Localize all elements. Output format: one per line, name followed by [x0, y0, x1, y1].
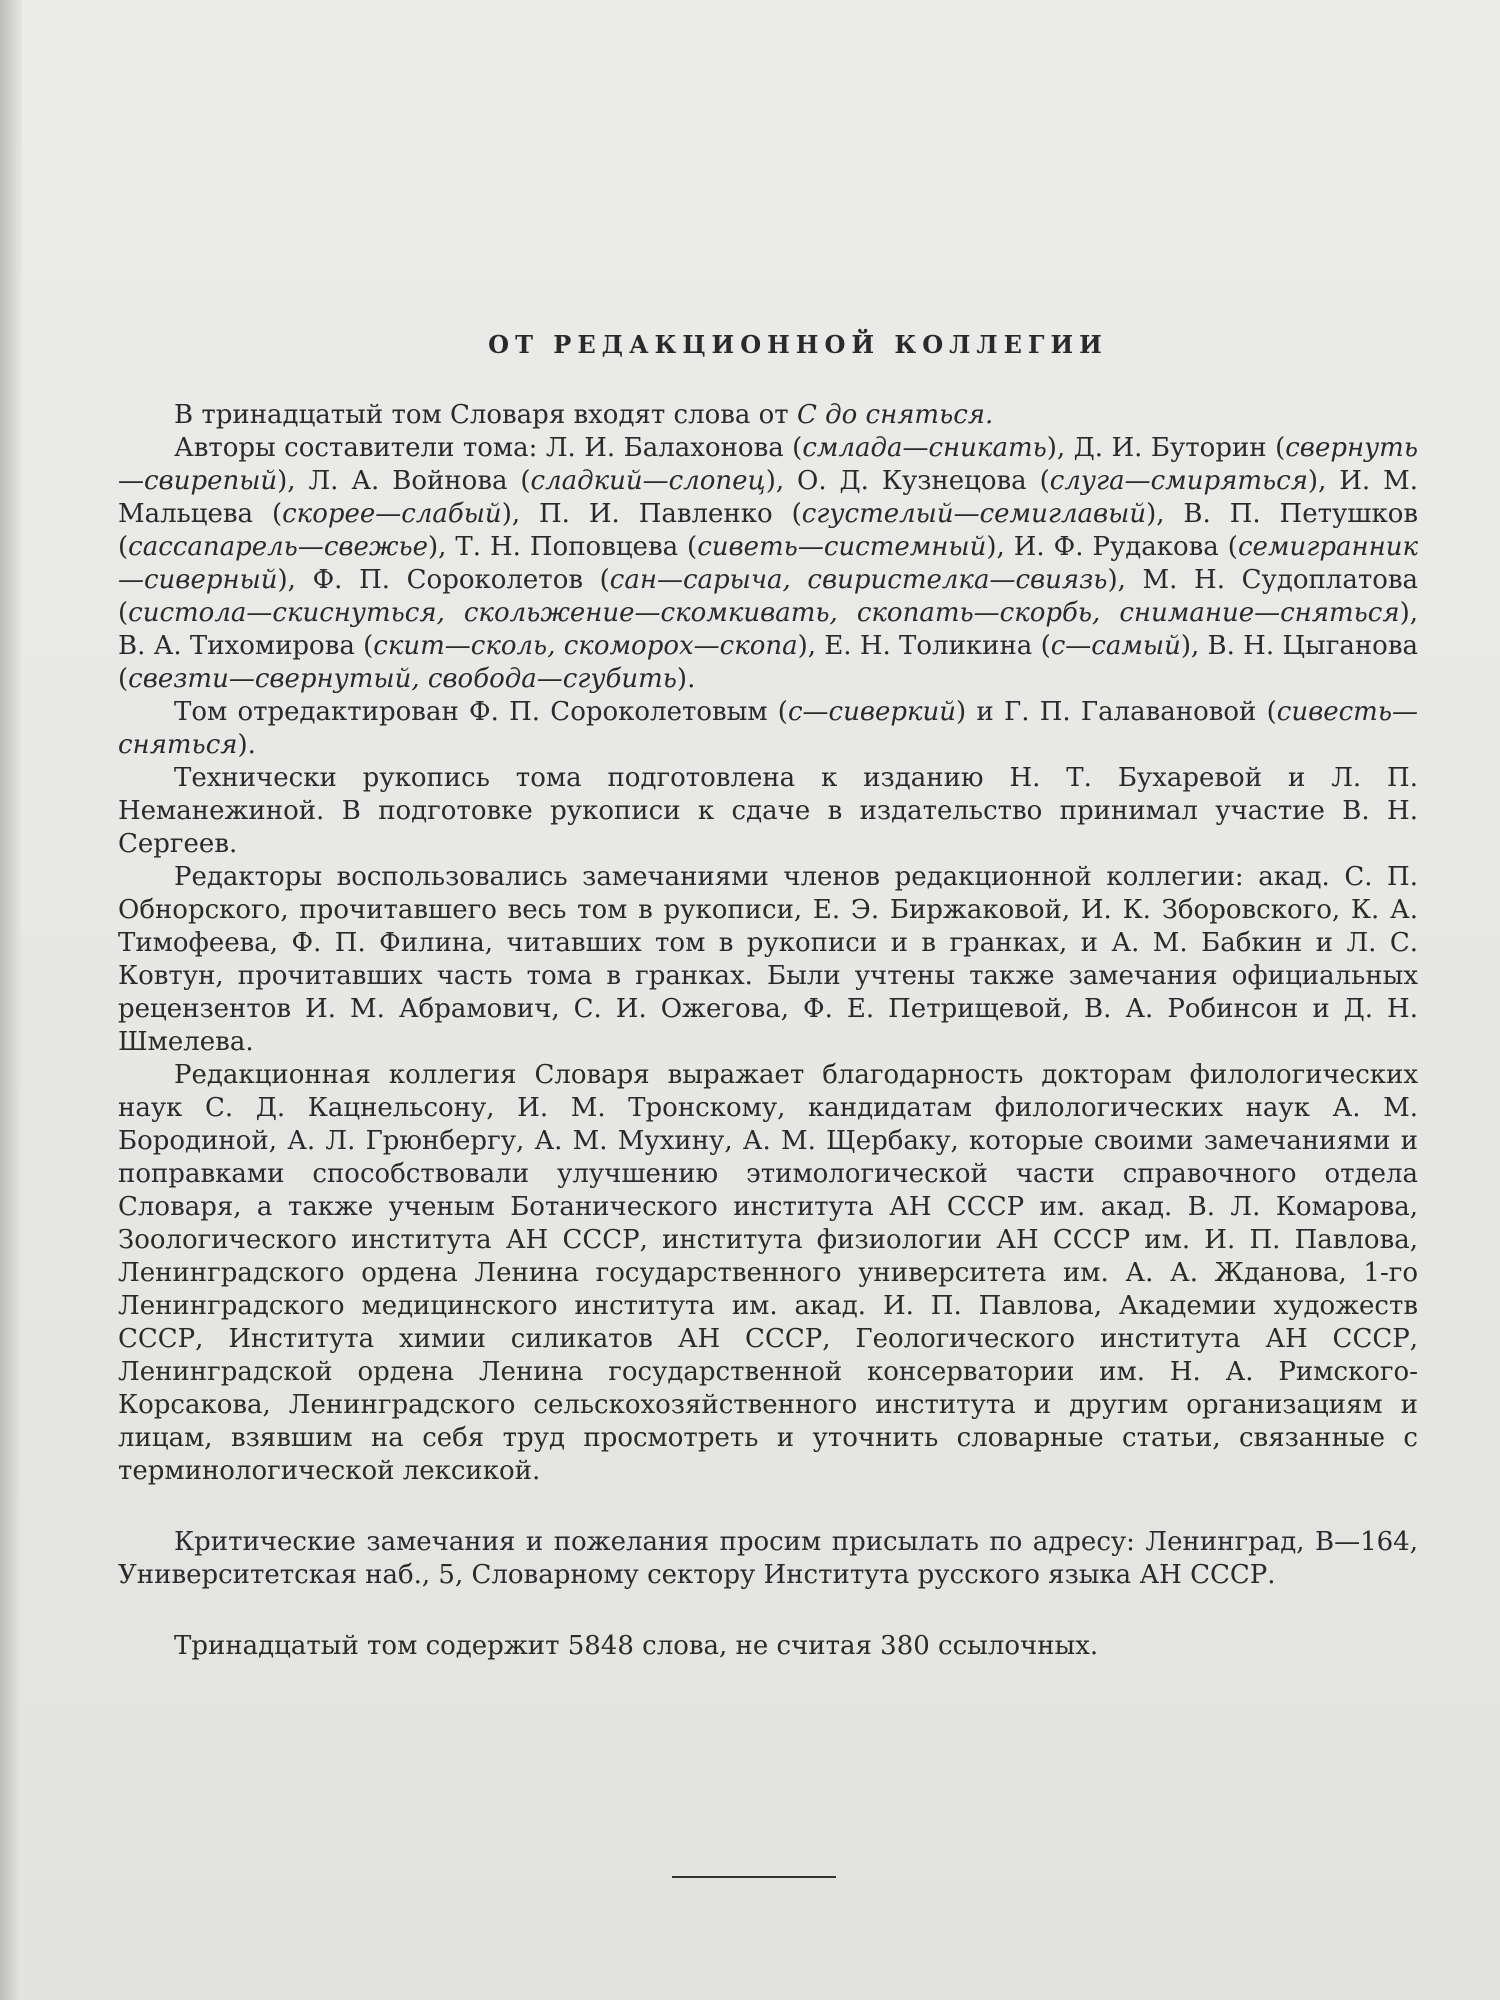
text-span: ), И. Ф. Рудакова (	[986, 532, 1238, 562]
paragraph-editors	[118, 696, 1418, 762]
italic-span: скит—сколь, скоморох—скопа	[373, 631, 798, 661]
italic-span: сан—сарыча, свиристелка—свиязь	[609, 565, 1108, 595]
italic-span: систола—скиснуться, скольжение—скомкивать, скопать—скорбь, снимание—сняться	[128, 598, 1400, 628]
text-span: ), В. П. Петушков (	[118, 499, 1419, 562]
text-span: ).	[237, 730, 256, 760]
paragraph-technical-prep: Технически рукопись тома подготовлена к изданию Н. Т. Бухаревой и Л. П. Неманежиной. В подготовке рукописи к сдаче в издательство принимал участие В. Н. Сергеев.	[118, 763, 1418, 859]
text-span: В тринадцатый том Словаря входят слова от	[174, 400, 797, 430]
text-span: ), Д. И. Буторин (	[1046, 433, 1286, 463]
italic-span: сгустелый—семиглавый	[801, 499, 1147, 529]
text-span: ), Ф. П. Сороколетов (	[277, 565, 610, 595]
italic-span: смлада—сникать	[802, 433, 1047, 463]
italic-span: С до сняться.	[796, 400, 994, 430]
preface-body	[118, 330, 1418, 1663]
text-span: Авторы составители тома: Л. И. Балахонова (	[174, 433, 803, 463]
text-span: ), М. Н. Судоплатова (	[118, 565, 1418, 628]
spacer	[118, 1488, 1418, 1526]
italic-span: с—самый	[1050, 631, 1181, 661]
text-span: ).	[676, 664, 696, 694]
paragraph-reviewers: Редакторы воспользовались замечаниями членов редакционной коллегии: акад. С. П. Обнорского, прочитавшего весь том в рукописи, Е. Э. Биржаковой, И. К. Зборовского, К. А. Тимофеева, Ф. П. Филина, читавших том в рукописи и в гранках, и А. М. Бабкин и Л. С. Ковтун, прочитавших часть тома в гранках. Были учтены также замечания официальных рецензентов И. М. Абрамович, С. И. Ожегова, Ф. Е. Петрищевой, В. А. Робинсон и Д. Н. Шмелева.	[118, 862, 1418, 1057]
text-span: ), Т. Н. Поповцева (	[428, 532, 698, 562]
text-span: ), В. А. Тихомирова (	[118, 598, 1418, 661]
italic-span: скорее—слабый	[282, 499, 502, 529]
text-span: ), Л. А. Войнова (	[277, 466, 531, 496]
italic-span: сладкий—слопец	[530, 466, 766, 496]
book-spine-shadow	[0, 0, 22, 2000]
italic-span: семигранник—сиверный	[118, 532, 1418, 595]
text-span: ), В. Н. Цыганова (	[118, 631, 1418, 694]
closing-rule	[672, 1876, 836, 1878]
italic-span: свезти—свернутый, свобода—сгубить	[128, 664, 677, 694]
italic-span: слуга—смиряться	[1049, 466, 1308, 496]
page-title: ОТ РЕДАКЦИОННОЙ КОЛЛЕГИИ	[488, 330, 1108, 359]
text-span: ), О. Д. Кузнецова (	[765, 466, 1050, 496]
text-span: ), П. И. Павленко (	[501, 499, 802, 529]
paragraph-authors	[118, 432, 1418, 696]
text-span: Том отредактирован Ф. П. Сороколетовым (	[174, 697, 788, 727]
italic-span: сиветь—системный	[697, 532, 987, 562]
italic-span: сивесть—сняться	[118, 697, 1418, 760]
text-span: ), Е. Н. Толикина (	[797, 631, 1051, 661]
text-span: ) и Г. П. Галавановой (	[956, 697, 1277, 727]
text-span: ), И. М. Мальцева (	[118, 466, 1419, 529]
paragraph-word-count: Тринадцатый том содержит 5848 слова, не считая 380 ссылочных.	[174, 1631, 1099, 1661]
italic-span: сассапарель—свежье	[128, 532, 429, 562]
paragraph-volume-scope	[118, 399, 1418, 432]
spacer	[118, 1592, 1418, 1630]
italic-span: свернуть—свирепый	[118, 433, 1418, 496]
paragraph-contact-address: Критические замечания и пожелания просим присылать по адресу: Ленинград, В—164, Университетская наб., 5, Словарному сектору Института русского языка АН СССР.	[118, 1527, 1418, 1590]
paragraph-acknowledgements: Редакционная коллегия Словаря выражает благодарность докторам филологических наук С. Д. Кацнельсону, И. М. Тронскому, кандидатам филологических наук А. М. Бородиной, А. Л. Грюнбергу, А. М. Мухину, А. М. Щербаку, которые своими замечаниями и поправками способствовали улучшению этимологической части справочного отдела Словаря, а также ученым Ботанического института АН СССР им. акад. В. Л. Комарова, Зоологического института АН СССР, института физиологии АН СССР им. И. П. Павлова, Ленинградского ордена Ленина государственного университета им. А. А. Жданова, 1-го Ленинградского медицинского института им. акад. И. П. Павлова, Академии художеств СССР, Института химии силикатов АН СССР, Геологического института АН СССР, Ленинградской ордена Ленина государственной консерватории им. Н. А. Римского-Корсакова, Ленинградского сельскохозяйственного института и другим организациям и лицам, взявшим на себя труд просмотреть и уточнить словарные статьи, связанные с терминологической лексикой.	[118, 1060, 1418, 1486]
italic-span: с—сиверкий	[787, 697, 957, 727]
